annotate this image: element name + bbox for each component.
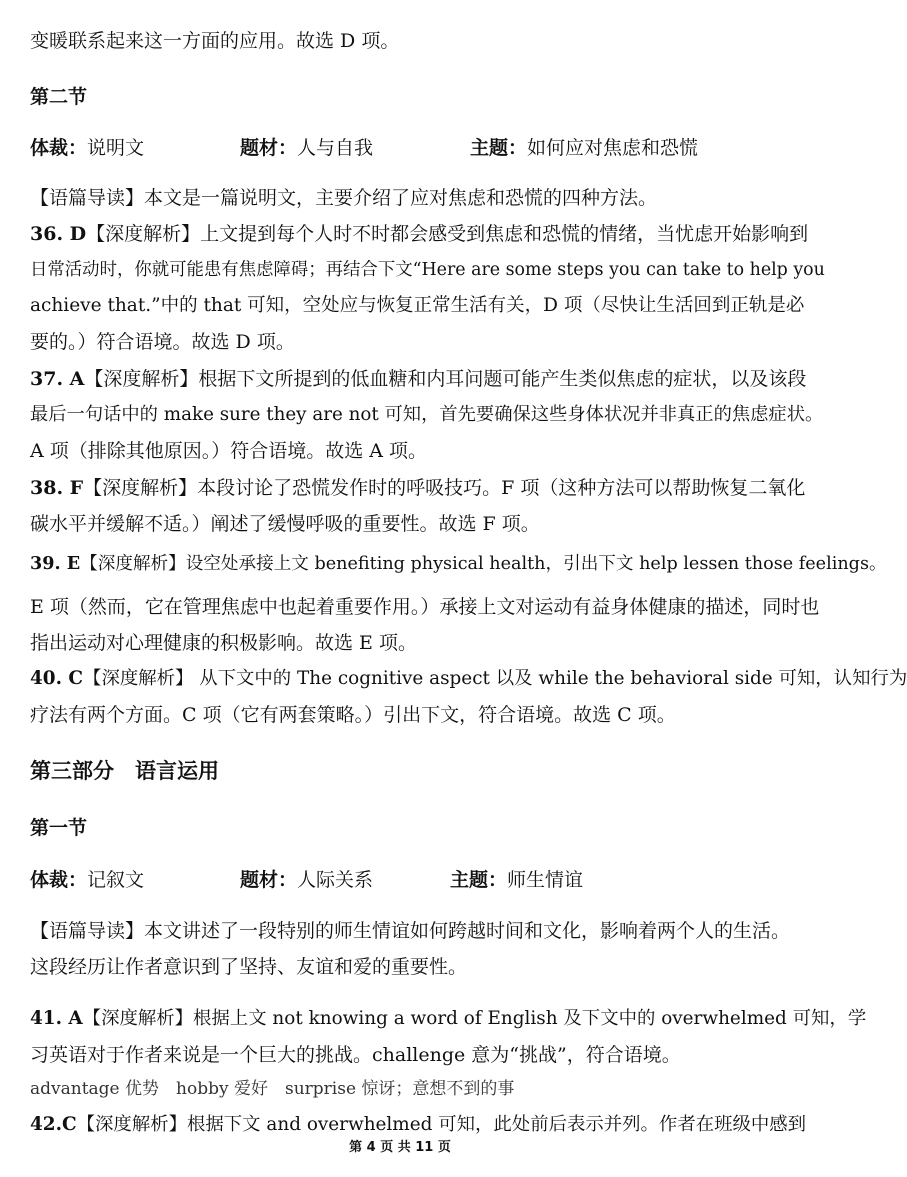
answer-number: 38. F (30, 477, 84, 499)
answer-number: 42.C (30, 1114, 77, 1135)
answer-text: 【深度解析】根据上文 not knowing a word of English 及下文中的 overwhelmed 可知，学 (82, 1008, 867, 1029)
theme-value: 师生情谊 (507, 869, 584, 891)
answer-text: 【深度解析】 从下文中的 The cognitive aspect 以及 while the behavioral side 可知，认知行为 (83, 668, 907, 689)
answer-number: 37. A (30, 368, 85, 390)
article-meta (240, 867, 373, 893)
genre-label: 体裁： (30, 137, 88, 159)
topic-value: 人与自我 (297, 137, 374, 159)
answer-text: 【深度解析】根据下文 and overwhelmed 可知，此处前后表示并列。作者在班级中感到 (76, 1114, 807, 1135)
answer-38 (30, 475, 805, 501)
article-meta (30, 135, 144, 161)
theme-label: 主题： (450, 869, 508, 891)
paragraph-line: achieve that.”中的 that 可知，空处应与恢复正常生活有关，D 项（尽快让生活回到正轨是必 (30, 295, 805, 316)
reading-guide: 【语篇导读】本文讲述了一段特别的师生情谊如何跨越时间和文化，影响着两个人的生活。 (30, 920, 791, 942)
paragraph-line: 习英语对于作者来说是一个巨大的挑战。challenge 意为“挑战”，符合语境。 (30, 1044, 681, 1066)
answer-37 (30, 366, 806, 392)
answer-40 (30, 666, 907, 692)
article-meta (470, 135, 698, 161)
answer-number: 36. D (30, 223, 87, 245)
section-heading: 第一节 (30, 817, 88, 839)
paragraph-line: 这段经历让作者意识到了坚持、友谊和爱的重要性。 (30, 956, 468, 978)
genre-value: 记叙文 (87, 869, 145, 891)
paragraph-line: 疗法有两个方面。C 项（它有两套策略。）引出下文，符合语境。故选 C 项。 (30, 704, 676, 726)
paragraph-line: 要的。）符合语境。故选 D 项。 (30, 331, 295, 353)
topic-label: 题材： (240, 137, 298, 159)
reading-guide: 【语篇导读】本文是一篇说明文，主要介绍了应对焦虑和恐慌的四种方法。 (30, 187, 658, 209)
answer-number: 41. A (30, 1008, 83, 1029)
article-meta (450, 867, 583, 893)
answer-text: 【深度解析】上文提到每个人时不时都会感受到焦虑和恐慌的情绪，当忧虑开始影响到 (86, 223, 809, 245)
topic-value: 人际关系 (297, 869, 374, 891)
answer-text: 【深度解析】设空处承接上文 benefiting physical health，引出下文 help lessen those feelings。 (80, 554, 887, 574)
paragraph-line: E 项（然而，它在管理焦虑中也起着重要作用。）承接上文对运动有益身体健康的描述，同时也 (30, 596, 820, 618)
paragraph-line: 日常活动时，你就可能患有焦虑障碍；再结合下文“Here are some steps you can take to help you (30, 260, 825, 280)
answer-text: 【深度解析】本段讨论了恐慌发作时的呼吸技巧。F 项（这种方法可以帮助恢复二氧化 (83, 477, 806, 499)
answer-42 (30, 1112, 806, 1138)
topic-label: 题材： (240, 869, 298, 891)
answer-41 (30, 1006, 866, 1032)
paragraph-line: 变暖联系起来这一方面的应用。故选 D 项。 (30, 30, 400, 52)
part-heading: 第三部分 语言运用 (30, 759, 219, 783)
section-heading: 第二节 (30, 86, 88, 108)
article-meta (30, 867, 144, 893)
answer-number: 40. C (30, 668, 84, 689)
theme-value: 如何应对焦虑和恐慌 (527, 137, 699, 159)
article-meta (240, 135, 373, 161)
answer-36 (30, 221, 808, 247)
answer-39 (30, 551, 887, 577)
paragraph-line: 最后一句话中的 make sure they are not 可知，首先要确保这些身体状况并非真正的焦虑症状。 (30, 404, 824, 425)
vocab-note: advantage 优势 hobby 爱好 surprise 惊讶；意想不到的事 (30, 1079, 515, 1099)
paragraph-line: 指出运动对心理健康的积极影响。故选 E 项。 (30, 632, 417, 654)
paragraph-line: A 项（排除其他原因。）符合语境。故选 A 项。 (30, 440, 428, 462)
page-number: 第 4 页 共 11 页 (349, 1140, 451, 1155)
paragraph-line: 碳水平并缓解不适。）阐述了缓慢呼吸的重要性。故选 F 项。 (30, 513, 540, 535)
genre-label: 体裁： (30, 869, 88, 891)
genre-value: 说明文 (87, 137, 145, 159)
theme-label: 主题： (470, 137, 528, 159)
answer-text: 【深度解析】根据下文所提到的低血糖和内耳问题可能产生类似焦虑的症状，以及该段 (84, 368, 807, 390)
answer-number: 39. E (30, 553, 81, 574)
